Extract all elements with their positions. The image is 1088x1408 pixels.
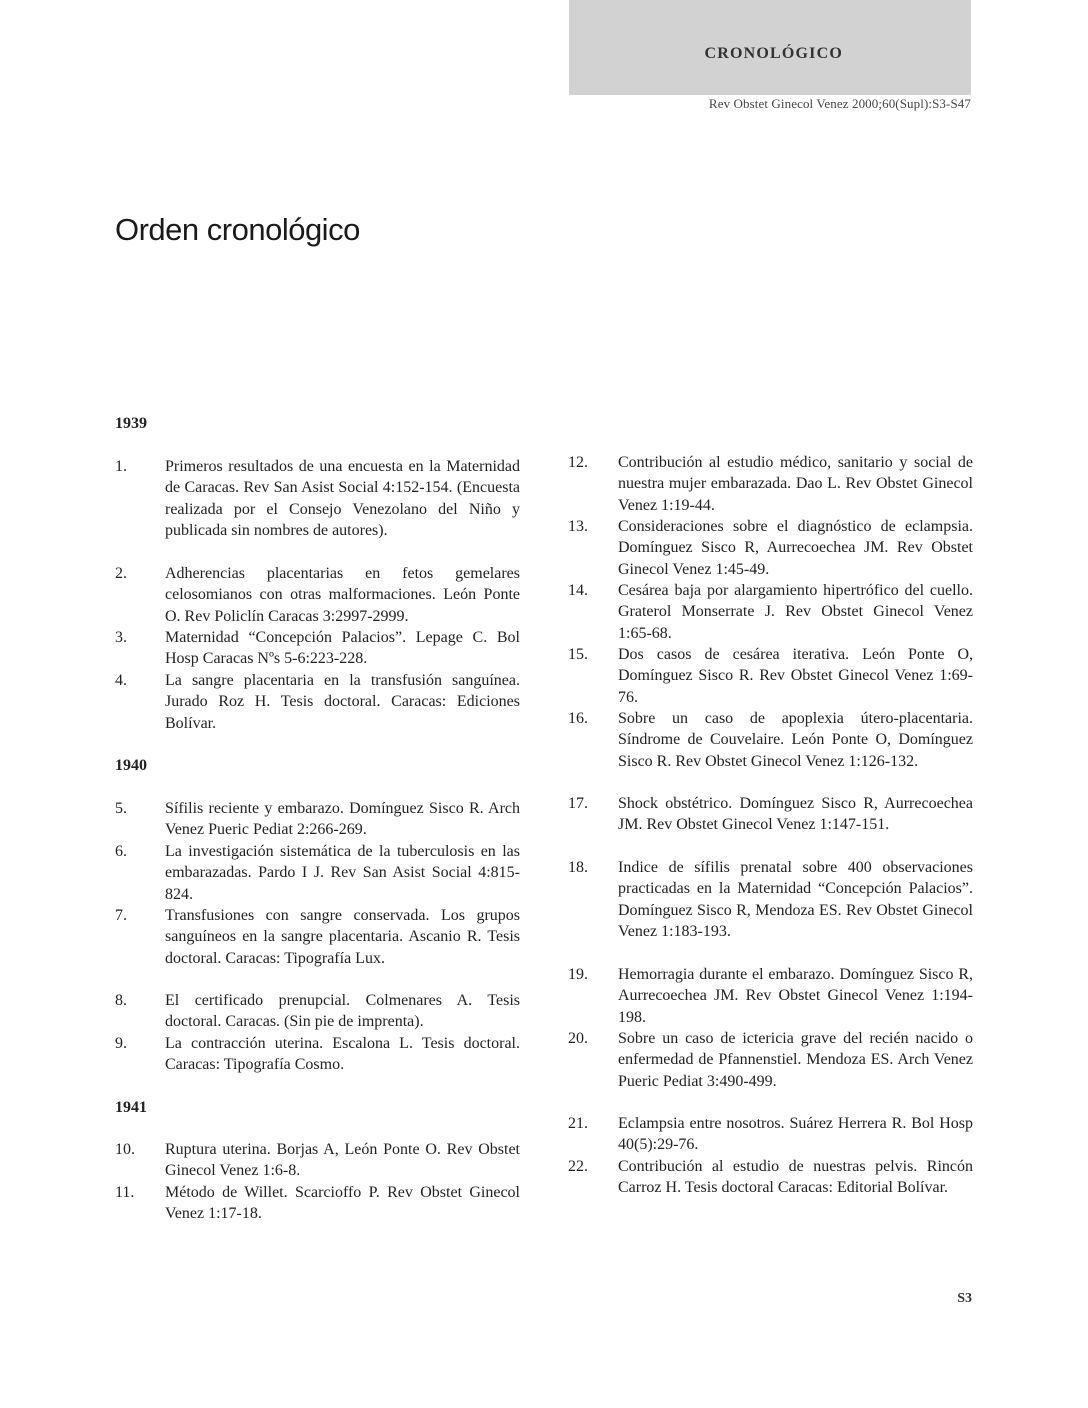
entry-text: Dos casos de cesárea iterativa. León Ponte O, Domínguez Sisco R. Rev Obstet Ginecol Venez 1:69-76. — [618, 646, 973, 706]
entry-number: 11. — [115, 1184, 135, 1201]
entry-text: Hemorragia durante el embarazo. Domínguez Sisco R, Aurrecoechea JM. Rev Obstet Ginecol Venez 1:194-198. — [618, 966, 973, 1026]
entry-text: Sobre un caso de ictericia grave del recién nacido o enfermedad de Pfannenstiel. Mendoza ES. Arch Venez Pueric Pediat 3:490-499. — [618, 1030, 973, 1090]
list-item — [115, 563, 520, 627]
section-label: CRONOLÓGICO — [704, 45, 843, 62]
entry-number: 21. — [568, 1115, 588, 1132]
entry-text: Sífilis reciente y embarazo. Domínguez Sisco R. Arch Venez Pueric Pediat 2:266-269. — [165, 800, 520, 839]
entry-text: Maternidad “Concepción Palacios”. Lepage C. Bol Hosp Caracas Nºs 5-6:223-228. — [165, 629, 520, 668]
section-header-box — [569, 0, 971, 95]
entry-text: Primeros resultados de una encuesta en la Maternidad de Caracas. Rev San Asist Social 4:152-154. (Encuesta realizada por el Consejo Venezolano del Niño y publicada sin nombres de autores). — [165, 458, 520, 539]
entry-text: Sobre un caso de apoplexia útero-placentaria. Síndrome de Couvelaire. León Ponte O, Domínguez Sisco R. Rev Obstet Ginecol Venez 1:126-132. — [618, 710, 973, 770]
entry-text: Eclampsia entre nosotros. Suárez Herrera R. Bol Hosp 40(5):29-76. — [618, 1115, 973, 1154]
page-number: S3 — [957, 1291, 972, 1306]
entry-text: Ruptura uterina. Borjas A, León Ponte O. Rev Obstet Ginecol Venez 1:6-8. — [165, 1141, 520, 1180]
list-item — [568, 1113, 973, 1156]
list-item — [115, 798, 520, 841]
entry-number: 5. — [115, 800, 127, 817]
journal-citation: Rev Obstet Ginecol Venez 2000;60(Supl):S3-S47 — [708, 96, 971, 111]
entry-number: 4. — [115, 672, 127, 689]
entry-text: Shock obstétrico. Domínguez Sisco R, Aurrecoechea JM. Rev Obstet Ginecol Venez 1:147-151. — [618, 795, 973, 834]
list-item — [115, 456, 520, 541]
entry-number: 13. — [568, 518, 588, 535]
list-item — [115, 841, 520, 905]
entry-text: El certificado prenupcial. Colmenares A. Tesis doctoral. Caracas. (Sin pie de imprenta). — [165, 992, 520, 1031]
entry-number: 1. — [115, 458, 127, 475]
entry-text: La sangre placentaria en la transfusión sanguínea. Jurado Roz H. Tesis doctoral. Caracas: Ediciones Bolívar. — [165, 672, 520, 732]
entry-number: 7. — [115, 907, 127, 924]
year-heading-1939: 1939 — [115, 415, 147, 432]
list-item — [115, 670, 520, 734]
entry-text: Adherencias placentarias en fetos gemelares celosomianos con otras malformaciones. León Ponte O. Rev Policlín Caracas 3:2997-2999. — [165, 565, 520, 625]
entry-text: La contracción uterina. Escalona L. Tesis doctoral. Caracas: Tipografía Cosmo. — [165, 1035, 520, 1074]
entry-number: 14. — [568, 582, 588, 599]
entry-number: 6. — [115, 843, 127, 860]
list-item — [568, 793, 973, 836]
entry-number: 20. — [568, 1030, 588, 1047]
entry-number: 2. — [115, 565, 127, 582]
list-item — [115, 1139, 520, 1182]
entry-text: Indice de sífilis prenatal sobre 400 observaciones practicadas en la Maternidad “Concepción Palacios”. Domínguez Sisco R, Mendoza ES. Rev Obstet Ginecol Venez 1:183-193. — [618, 859, 973, 940]
list-item — [115, 627, 520, 670]
entry-text: La investigación sistemática de la tuberculosis en las embarazadas. Pardo I J. Rev San Asist Social 4:815-824. — [165, 843, 520, 903]
entry-number: 19. — [568, 966, 588, 983]
entry-number: 17. — [568, 795, 588, 812]
entry-number: 9. — [115, 1035, 127, 1052]
list-item — [115, 1182, 520, 1225]
list-item — [115, 990, 520, 1033]
entry-number: 12. — [568, 454, 588, 471]
entry-number: 22. — [568, 1158, 588, 1175]
list-item — [568, 452, 973, 516]
year-heading-1941: 1941 — [115, 1099, 147, 1116]
list-item — [568, 580, 973, 644]
entry-text: Contribución al estudio médico, sanitario y social de nuestra mujer embarazada. Dao L. Rev Obstet Ginecol Venez 1:19-44. — [618, 454, 973, 514]
list-item — [568, 708, 973, 772]
entry-text: Cesárea baja por alargamiento hipertrófico del cuello. Graterol Monserrate J. Rev Obstet Ginecol Venez 1:65-68. — [618, 582, 973, 642]
entry-text: Método de Willet. Scarcioffo P. Rev Obstet Ginecol Venez 1:17-18. — [165, 1184, 520, 1223]
entry-number: 8. — [115, 992, 127, 1009]
list-item — [568, 644, 973, 708]
list-item — [568, 516, 973, 580]
year-heading-1940: 1940 — [115, 757, 147, 774]
list-item — [568, 964, 973, 1028]
entry-number: 10. — [115, 1141, 135, 1158]
entry-text: Transfusiones con sangre conservada. Los grupos sanguíneos en la sangre placentaria. Ascanio R. Tesis doctoral. Caracas: Tipografía Lux. — [165, 907, 520, 967]
entry-text: Contribución al estudio de nuestras pelvis. Rincón Carroz H. Tesis doctoral Caracas: Editorial Bolívar. — [618, 1158, 973, 1197]
list-item — [568, 1156, 973, 1199]
list-item — [568, 1028, 973, 1092]
entry-number: 16. — [568, 710, 588, 727]
entry-number: 3. — [115, 629, 127, 646]
list-item — [568, 857, 973, 942]
entry-number: 18. — [568, 859, 588, 876]
list-item — [115, 905, 520, 969]
entry-number: 15. — [568, 646, 588, 663]
entry-text: Consideraciones sobre el diagnóstico de eclampsia. Domínguez Sisco R, Aurrecoechea JM. Rev Obstet Ginecol Venez 1:45-49. — [618, 518, 973, 578]
page-title: Orden cronológico — [115, 212, 360, 247]
list-item — [115, 1033, 520, 1076]
